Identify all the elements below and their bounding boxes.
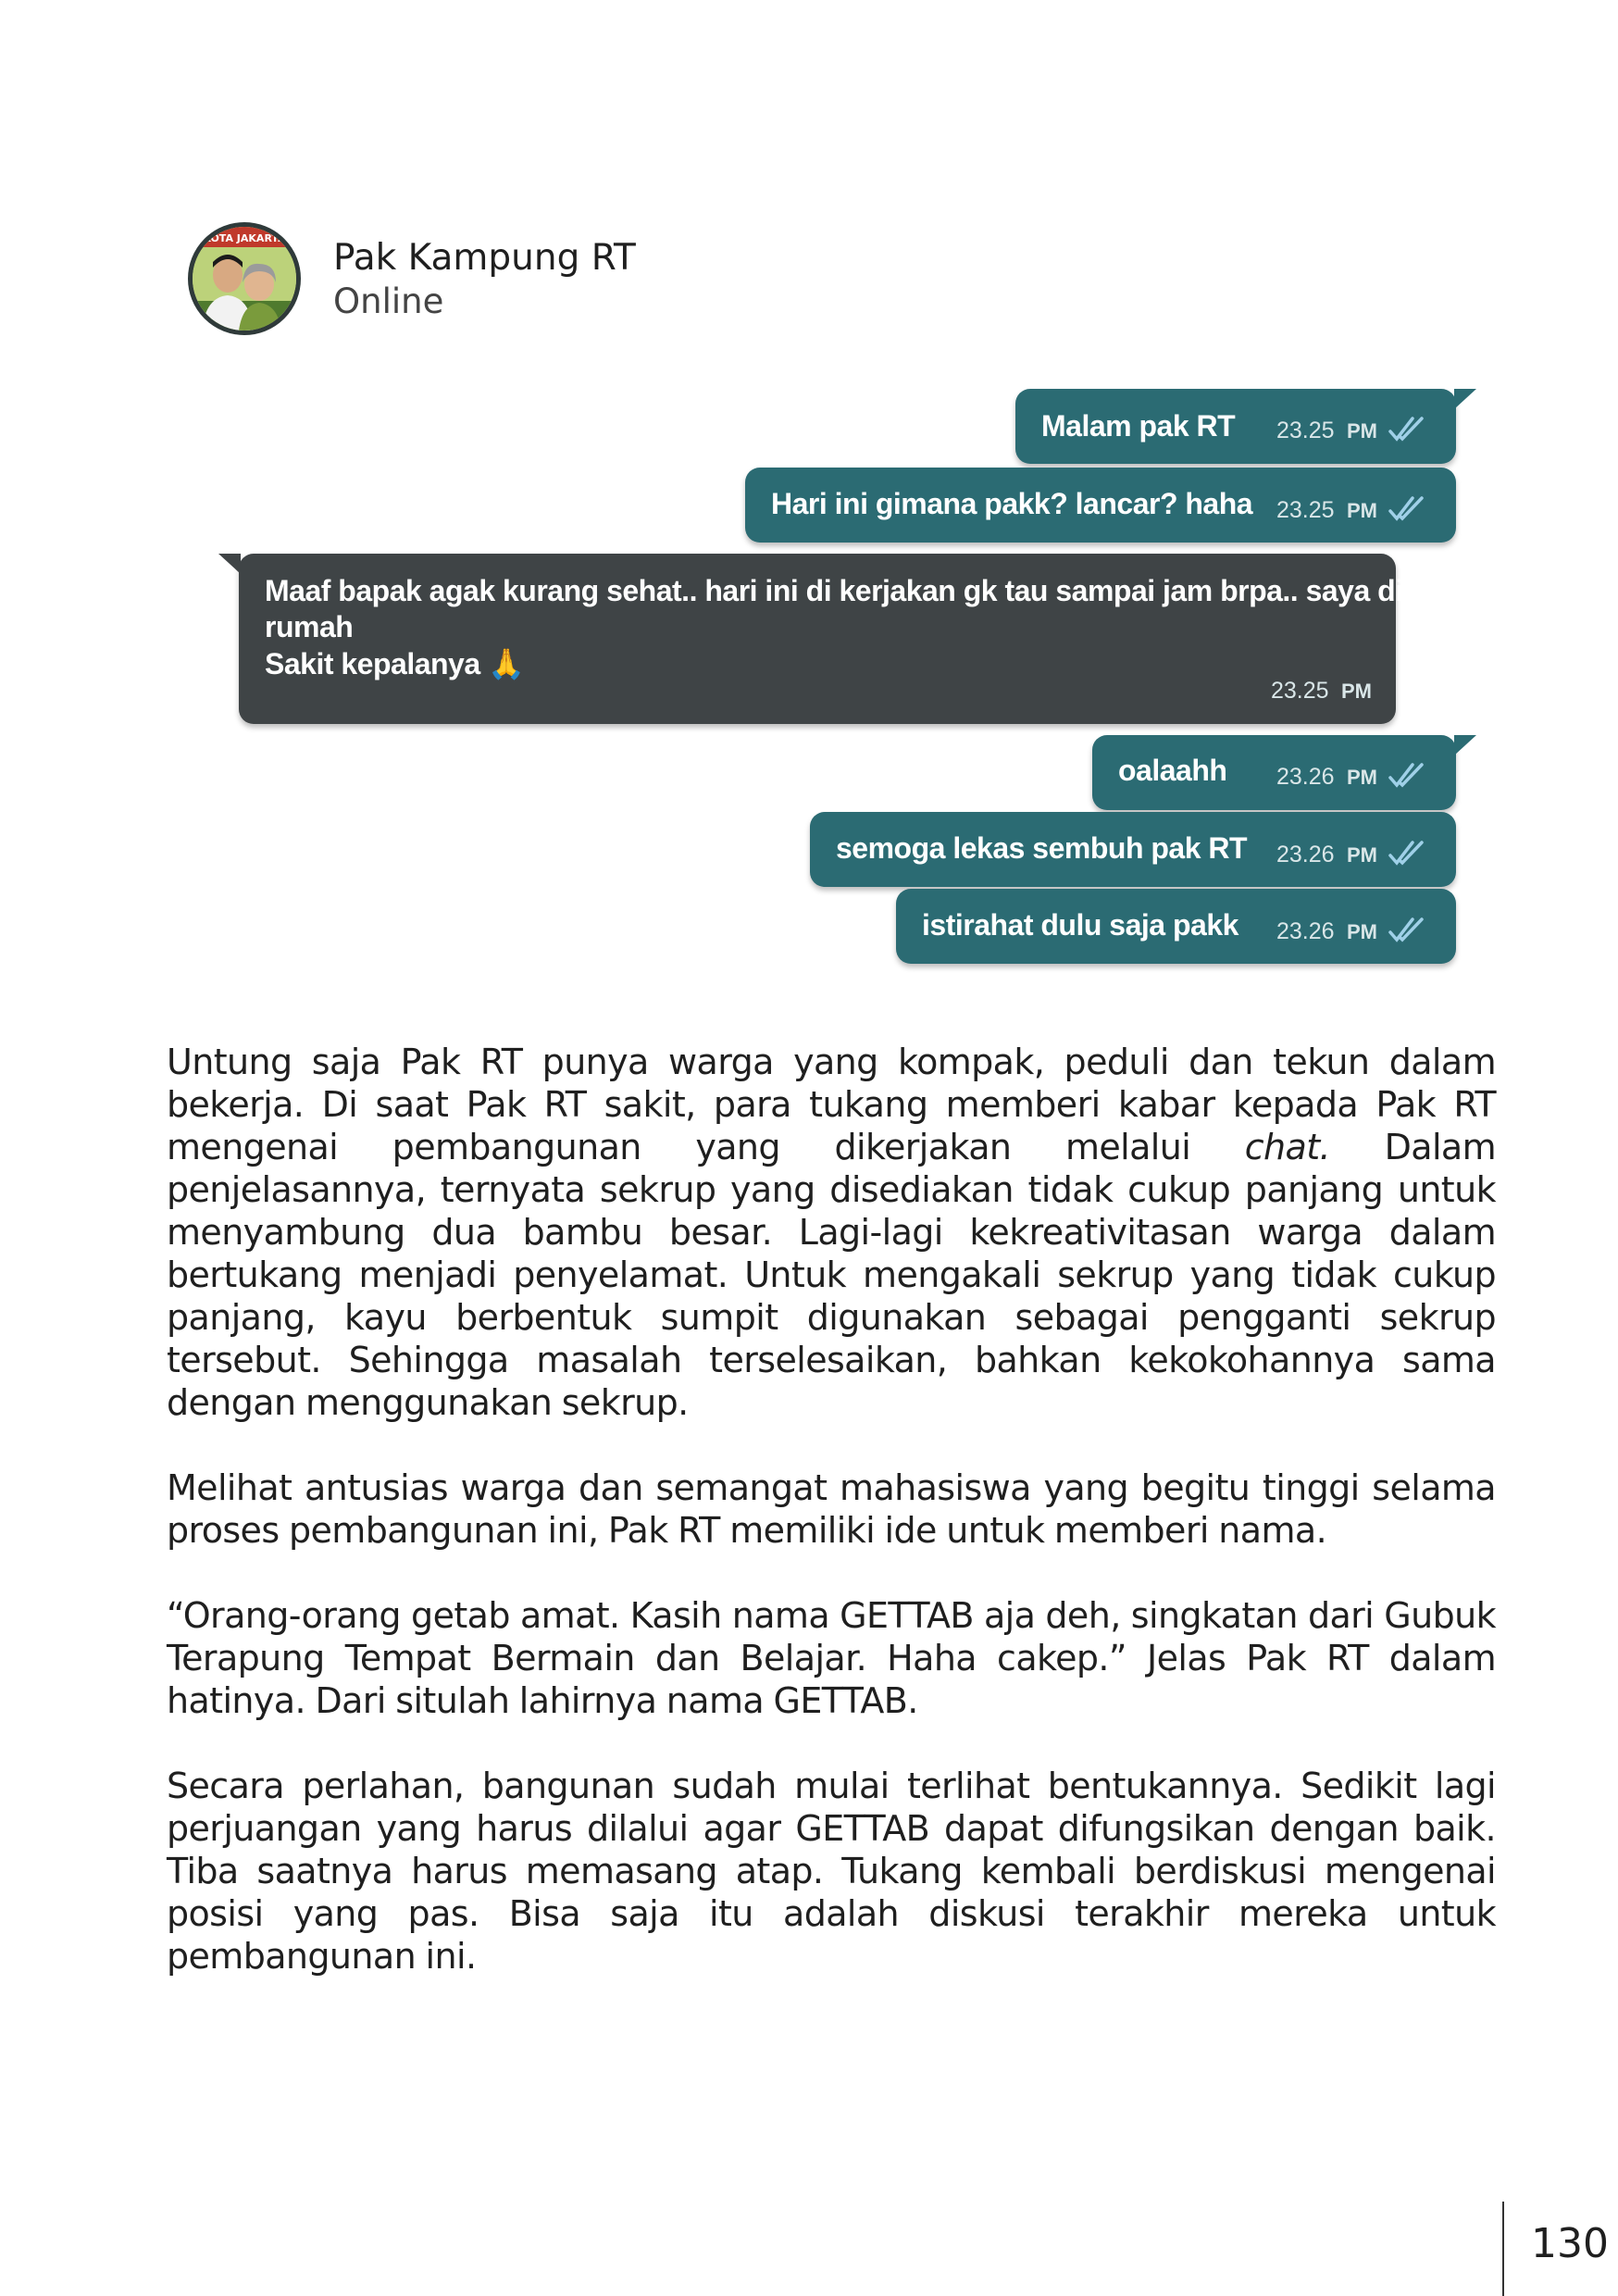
message-time: 23.26 — [1276, 764, 1335, 790]
message-bubble-outgoing[interactable] — [810, 812, 1456, 887]
paragraph-3: “Orang-orang getab amat. Kasih nama GETTAB aja deh, singkatan dari Gubuk Terapung Tempat Bermain dan Belajar. Haha cakep.” Jelas Pak RT dalam hatinya. Dari situlah lahirnya nama GETTAB. — [167, 1595, 1496, 1721]
double-check-icon — [1388, 916, 1425, 943]
message-ampm: PM — [1341, 680, 1372, 703]
paragraph-1 — [167, 1041, 1496, 1424]
message-time: 23.25 — [1271, 678, 1329, 704]
double-check-icon — [1388, 761, 1425, 789]
message-bubble-incoming[interactable] — [239, 554, 1403, 724]
message-text-line: rumah — [265, 610, 354, 643]
contact-status: Online — [333, 281, 444, 321]
message-text: istirahat dulu saja pakk — [922, 908, 1238, 942]
message-text-line: Sakit kepalanya 🙏 — [265, 647, 525, 680]
avatar-photo-icon — [193, 227, 296, 331]
double-check-icon — [1388, 415, 1425, 443]
message-time: 23.26 — [1276, 842, 1335, 867]
bubble-tail — [1454, 735, 1476, 755]
message-ampm: PM — [1347, 920, 1377, 943]
double-check-icon — [1388, 839, 1425, 867]
page-number: 130 — [1531, 2220, 1609, 2267]
message-ampm: PM — [1347, 843, 1377, 867]
message-bubble-outgoing[interactable] — [1092, 735, 1456, 810]
contact-avatar[interactable] — [188, 222, 301, 335]
bubble-tail — [218, 554, 241, 574]
contact-name: Pak Kampung RT — [333, 237, 636, 279]
message-text: oalaahh — [1118, 754, 1227, 787]
message-time: 23.25 — [1276, 497, 1335, 523]
paragraph-1-end: Dalam penjelasannya, ternyata sekrup yang disediakan tidak cukup panjang untuk menyambung dua bambu besar. Lagi-lagi kekreativitasan warga dalam bertukang menjadi penyelamat. Untuk mengakali sekrup yang tidak cukup panjang, kayu berbentuk sumpit digunakan sebagai pengganti sekrup tersebut. Sehingga masalah terselesaikan, bahkan kekokohannya sama dengan menggunakan sekrup. — [167, 1127, 1496, 1423]
message-bubble-outgoing[interactable] — [896, 889, 1456, 964]
message-text: Hari ini gimana pakk? lancar? haha — [771, 487, 1253, 520]
chat-emphasis: chat. — [1244, 1127, 1331, 1167]
message-text-line: Maaf bapak agak kurang sehat.. hari ini di kerjakan gk tau sampai jam brpa.. saya di — [265, 574, 1403, 607]
message-bubble-outgoing[interactable] — [745, 468, 1456, 543]
message-bubble-outgoing[interactable] — [1015, 389, 1456, 464]
double-check-icon — [1388, 494, 1425, 522]
page-number-divider — [1502, 2202, 1504, 2296]
paragraph-1-start: Untung saja Pak RT punya warga yang kompak, peduli dan tekun dalam bekerja. Di saat Pak RT sakit, para tukang memberi kabar kepada Pak RT mengenai pembangunan yang dikerjakan melalui — [167, 1042, 1496, 1167]
message-text: semoga lekas sembuh pak RT — [836, 831, 1248, 865]
message-time: 23.26 — [1276, 918, 1335, 944]
message-ampm: PM — [1347, 419, 1377, 443]
message-ampm: PM — [1347, 766, 1377, 789]
paragraph-2: Melihat antusias warga dan semangat mahasiswa yang begitu tinggi selama proses pembangunan ini, Pak RT memiliki ide untuk memberi nama. — [167, 1467, 1496, 1551]
message-ampm: PM — [1347, 499, 1377, 522]
message-time: 23.25 — [1276, 418, 1335, 443]
message-text: Malam pak RT — [1041, 409, 1236, 443]
paragraph-4: Secara perlahan, bangunan sudah mulai terlihat bentukannya. Sedikit lagi perjuangan yang harus dilalui agar GETTAB dapat difungsikan dengan baik. Tiba saatnya harus memasang atap. Tukang kembali berdiskusi mengenai posisi yang pas. Bisa saja itu adalah diskusi terakhir mereka untuk pembangunan ini. — [167, 1766, 1496, 1977]
bubble-tail — [1454, 389, 1476, 409]
avatar-badge-text: KOTA JAKARTA — [203, 232, 286, 244]
chat-header — [188, 222, 836, 343]
